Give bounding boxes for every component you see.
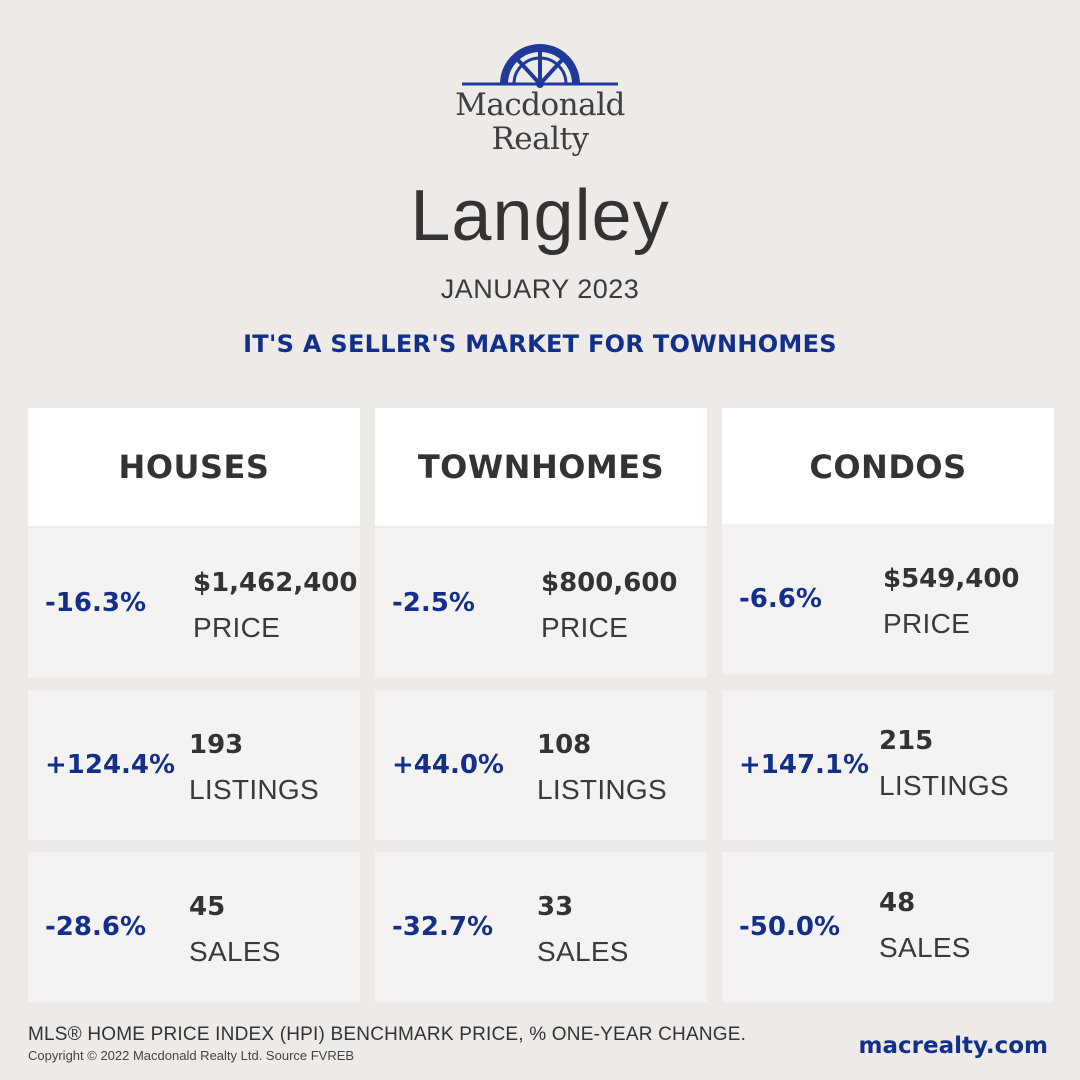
copyright: Copyright © 2022 Macdonald Realty Ltd. Source FVREB xyxy=(28,1048,355,1063)
macdonald-realty-logo xyxy=(440,38,640,168)
price-value: $800,600 xyxy=(541,568,678,598)
condos-column xyxy=(722,408,1054,963)
price-cell xyxy=(722,524,1054,674)
listings-change: +147.1% xyxy=(739,750,870,780)
city-title: Langley xyxy=(410,176,670,256)
logo-mark-icon xyxy=(460,38,620,88)
column-title: TOWNHOMES xyxy=(375,408,707,526)
price-value: $1,462,400 xyxy=(193,568,358,598)
sales-value: 45 xyxy=(189,892,226,922)
sales-label: SALES xyxy=(879,932,971,963)
houses-column xyxy=(28,408,360,967)
listings-value: 193 xyxy=(189,730,244,760)
listings-cell xyxy=(722,690,1054,840)
listings-cell xyxy=(375,690,707,840)
sales-cell xyxy=(28,852,360,1002)
listings-label: LISTINGS xyxy=(537,774,667,805)
sales-change: -32.7% xyxy=(392,912,493,942)
report-date: JANUARY 2023 xyxy=(440,274,640,304)
price-value: $549,400 xyxy=(883,564,1020,594)
price-change: -6.6% xyxy=(739,584,822,614)
column-title: HOUSES xyxy=(28,408,360,526)
listings-change: +124.4% xyxy=(45,750,176,780)
listings-change: +44.0% xyxy=(392,750,504,780)
sales-value: 33 xyxy=(537,892,574,922)
column-title: CONDOS xyxy=(722,408,1054,526)
listings-label: LISTINGS xyxy=(189,774,319,805)
sales-cell xyxy=(722,852,1054,1002)
listings-label: LISTINGS xyxy=(879,770,1009,801)
listings-cell xyxy=(28,690,360,840)
sales-label: SALES xyxy=(189,936,281,967)
townhomes-column xyxy=(375,408,707,967)
sales-cell xyxy=(375,852,707,1002)
price-change: -2.5% xyxy=(392,588,475,618)
sales-value: 48 xyxy=(879,888,916,918)
price-label: PRICE xyxy=(541,612,629,643)
website-link[interactable]: macrealty.com xyxy=(858,1033,1048,1059)
market-headline: IT'S A SELLER'S MARKET FOR TOWNHOMES xyxy=(243,330,837,358)
sales-change: -50.0% xyxy=(739,912,840,942)
price-cell xyxy=(375,528,707,678)
sales-label: SALES xyxy=(537,936,629,967)
listings-value: 215 xyxy=(879,726,934,756)
listings-value: 108 xyxy=(537,730,592,760)
price-change: -16.3% xyxy=(45,588,146,618)
sales-change: -28.6% xyxy=(45,912,146,942)
hpi-note: MLS® HOME PRICE INDEX (HPI) BENCHMARK PRICE, % ONE-YEAR CHANGE. xyxy=(28,1024,747,1045)
logo-line-2: Realty xyxy=(491,121,589,157)
price-cell xyxy=(28,528,360,678)
price-label: PRICE xyxy=(193,612,281,643)
price-label: PRICE xyxy=(883,608,971,639)
logo-line-1: Macdonald xyxy=(455,87,625,123)
